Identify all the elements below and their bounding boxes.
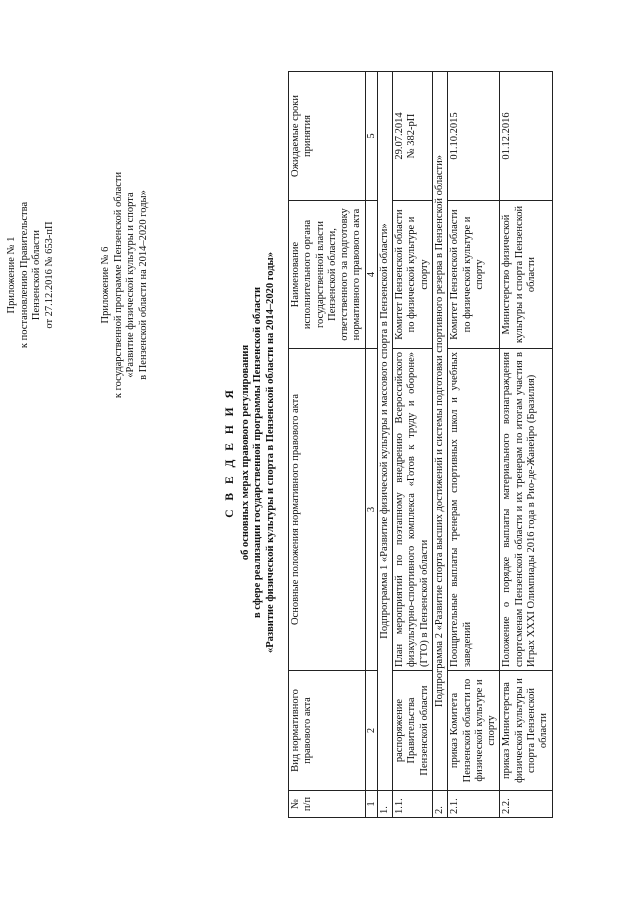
header-cell: Ожидаемые сроки принятия	[289, 72, 366, 201]
act-type: приказ Министерства физической культуры и спорта Пензенской области	[500, 671, 552, 791]
act-type: приказ Комитета Пензенской области по физической культуре и спорту	[448, 671, 500, 791]
expected-date: 01.10.2015	[448, 72, 500, 201]
heading-line: об основных мерах правового регулирования	[239, 344, 251, 561]
table-header-row	[289, 72, 366, 818]
header-cell: Наименование исполнительного органа государственной власти Пензенской области, ответственного за подготовку нормативного правового акта	[289, 201, 366, 349]
row-number: 2.1.	[448, 791, 500, 818]
expected-date: 01.12.2016	[500, 72, 552, 201]
heading-line: «Развитие физической культуры и спорта в Пензенской области на 2014–2020 годы»	[264, 252, 276, 653]
act-type: распоряжение Правительства Пензенской области	[393, 671, 433, 791]
responsible-body: Министерство физической культуры и спорта Пензенской области	[500, 201, 552, 349]
appendix-1-block	[6, 125, 56, 425]
column-number: 3	[365, 349, 377, 671]
header-cell: Вид нормативного правового акта	[289, 671, 366, 791]
appendix-6-line: к государственной программе Пензенской области	[112, 171, 124, 399]
act-provisions: Поощрительные выплаты тренерам спортивных школ и учебных заведений	[448, 349, 500, 671]
header-cell: № п/п	[289, 791, 366, 818]
table-row	[448, 72, 500, 818]
column-number-row	[365, 72, 377, 818]
regulation-table	[288, 71, 553, 818]
heading-title: С В Е Д Е Н И Я	[224, 387, 236, 518]
row-number: 2.	[432, 791, 447, 818]
appendix-1-line: от 27.12.2016 № 653-пП	[43, 221, 55, 329]
expected-date	[393, 72, 433, 201]
appendix-6-line: в Пензенской области на 2014–2020 годы»	[137, 190, 149, 380]
responsible-body: Комитет Пензенской области по физической культуре и спорту	[393, 201, 433, 349]
column-number: 5	[365, 72, 377, 201]
subprogram-title: Подпрограмма 2 «Развитие спорта высших достижений и системы подготовки спортивного резерва в Пензенской области»	[432, 72, 447, 791]
act-provisions: Положение о порядке выплаты материального вознаграждения спортсменам Пензенской области и их тренерам по итогам участия в Играх XXXI Олимпиады 2016 года в Рио-де-Жанейро (Бразилия)	[500, 349, 552, 671]
appendix-6-line: «Развитие физической культуры и спорта	[125, 192, 136, 378]
column-number: 1	[365, 791, 377, 818]
subprogram-row	[377, 72, 392, 818]
column-number: 4	[365, 201, 377, 349]
row-number: 1.	[377, 791, 392, 818]
appendix-6-title: Приложение № 6	[100, 246, 111, 324]
responsible-body: Комитет Пензенской области по физической культуре и спорту	[448, 201, 500, 349]
table-row	[393, 72, 433, 818]
date-line: 29.07.2014	[394, 112, 406, 160]
heading-line: в сфере реализации государственной программы Пензенской области	[252, 287, 263, 619]
row-number: 1.1.	[393, 791, 433, 818]
subprogram-title: Подпрограмма 1 «Развитие физической культуры и массового спорта в Пензенской области»	[377, 72, 392, 791]
appendix-6-block	[100, 125, 150, 445]
appendix-1-line: Пензенской области	[31, 229, 42, 321]
date-line: № 382-рП	[406, 113, 418, 159]
table-row	[500, 72, 552, 818]
act-provisions: План мероприятий по поэтапному внедрению Всероссийского физкультурно-спортивного комплекса «Готов к труду и обороне» (ГТО) в Пензенской области	[393, 349, 433, 671]
row-number: 2.2.	[500, 791, 552, 818]
appendix-1-title: Приложение № 1	[6, 236, 17, 314]
subprogram-row	[432, 72, 447, 818]
column-number: 2	[365, 671, 377, 791]
appendix-1-line: к постановлению Правительства	[18, 201, 30, 349]
header-cell: Основные положения нормативного правового акта	[289, 349, 366, 671]
document-heading	[224, 100, 277, 805]
